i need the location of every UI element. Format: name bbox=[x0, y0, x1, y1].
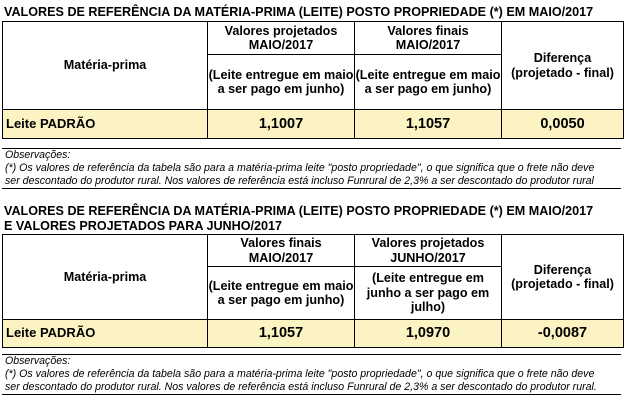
row-value-2: 1,1057 bbox=[355, 110, 502, 139]
col1-month: MAIO/2017 bbox=[248, 250, 314, 265]
section1-observations bbox=[2, 148, 621, 189]
section1-table bbox=[2, 21, 624, 139]
col2-note: (Leite entregue em maio a ser pago em junho) bbox=[355, 55, 502, 110]
col1-header bbox=[208, 235, 355, 267]
col2-header bbox=[355, 22, 502, 55]
col1-title: Valores projetados bbox=[224, 23, 338, 38]
section2-title-line1: VALORES DE REFERÊNCIA DA MATÉRIA-PRIMA (LEITE) POSTO PROPRIEDADE (*) EM MAIO/2017 bbox=[4, 204, 594, 218]
col1-month: MAIO/2017 bbox=[248, 38, 314, 52]
row-label: Leite PADRÃO bbox=[3, 110, 208, 139]
row-label: Leite PADRÃO bbox=[3, 320, 208, 348]
row-diff: 0,0050 bbox=[502, 110, 624, 139]
section1-title: VALORES DE REFERÊNCIA DA MATÉRIA-PRIMA (LEITE) POSTO PROPRIEDADE (*) EM MAIO/2017 bbox=[4, 5, 594, 19]
obs-title: Observações: bbox=[5, 149, 71, 161]
obs-title: Observações: bbox=[5, 355, 71, 367]
obs-line-2: ser descontado do produtor rural. Nos valores de referência está incluso Funrural de 2,3% a ser descontado do produtor rural bbox=[5, 175, 594, 187]
col1-header bbox=[208, 22, 355, 55]
col1-note: (Leite entregue em maio a ser pago em junho) bbox=[208, 55, 355, 110]
col1-title: Valores finais bbox=[240, 236, 322, 250]
materia-prima-header: Matéria-prima bbox=[3, 22, 208, 110]
row-diff: -0,0087 bbox=[502, 320, 624, 348]
col2-note: (Leite entregue em junho a ser pago em julho) bbox=[355, 267, 502, 320]
col1-note: (Leite entregue em maio a ser pago em junho) bbox=[208, 267, 355, 320]
diff-header: Diferença (projetado - final) bbox=[502, 22, 624, 110]
obs-line-1: (*) Os valores de referência da tabela são para a matéria-prima leite "posto propriedade", o que significa que o frete não deve bbox=[5, 368, 595, 380]
row-value-2: 1,0970 bbox=[355, 320, 502, 348]
obs-line-2: ser descontado do produtor rural. Nos valores de referência está incluso Funrural de 2,3% a ser descontado do produtor rural. bbox=[5, 381, 597, 393]
col2-month: JUNHO/2017 bbox=[390, 250, 466, 265]
diff-header: Diferença (projetado - final) bbox=[502, 235, 624, 320]
row-value-1: 1,1057 bbox=[208, 320, 355, 348]
col2-month: MAIO/2017 bbox=[395, 38, 461, 52]
section2-title-line2: E VALORES PROJETADOS PARA JUNHO/2017 bbox=[4, 219, 283, 233]
materia-prima-header: Matéria-prima bbox=[3, 235, 208, 320]
col2-title: Valores projetados bbox=[371, 236, 485, 250]
col2-title: Valores finais bbox=[387, 23, 469, 38]
col2-header bbox=[355, 235, 502, 267]
section2-observations bbox=[2, 354, 621, 395]
row-value-1: 1,1007 bbox=[208, 110, 355, 139]
obs-line-1: (*) Os valores de referência da tabela são para a matéria-prima leite "posto propriedade", o que significa que o frete não deve bbox=[5, 162, 595, 174]
section2-table bbox=[2, 234, 624, 348]
